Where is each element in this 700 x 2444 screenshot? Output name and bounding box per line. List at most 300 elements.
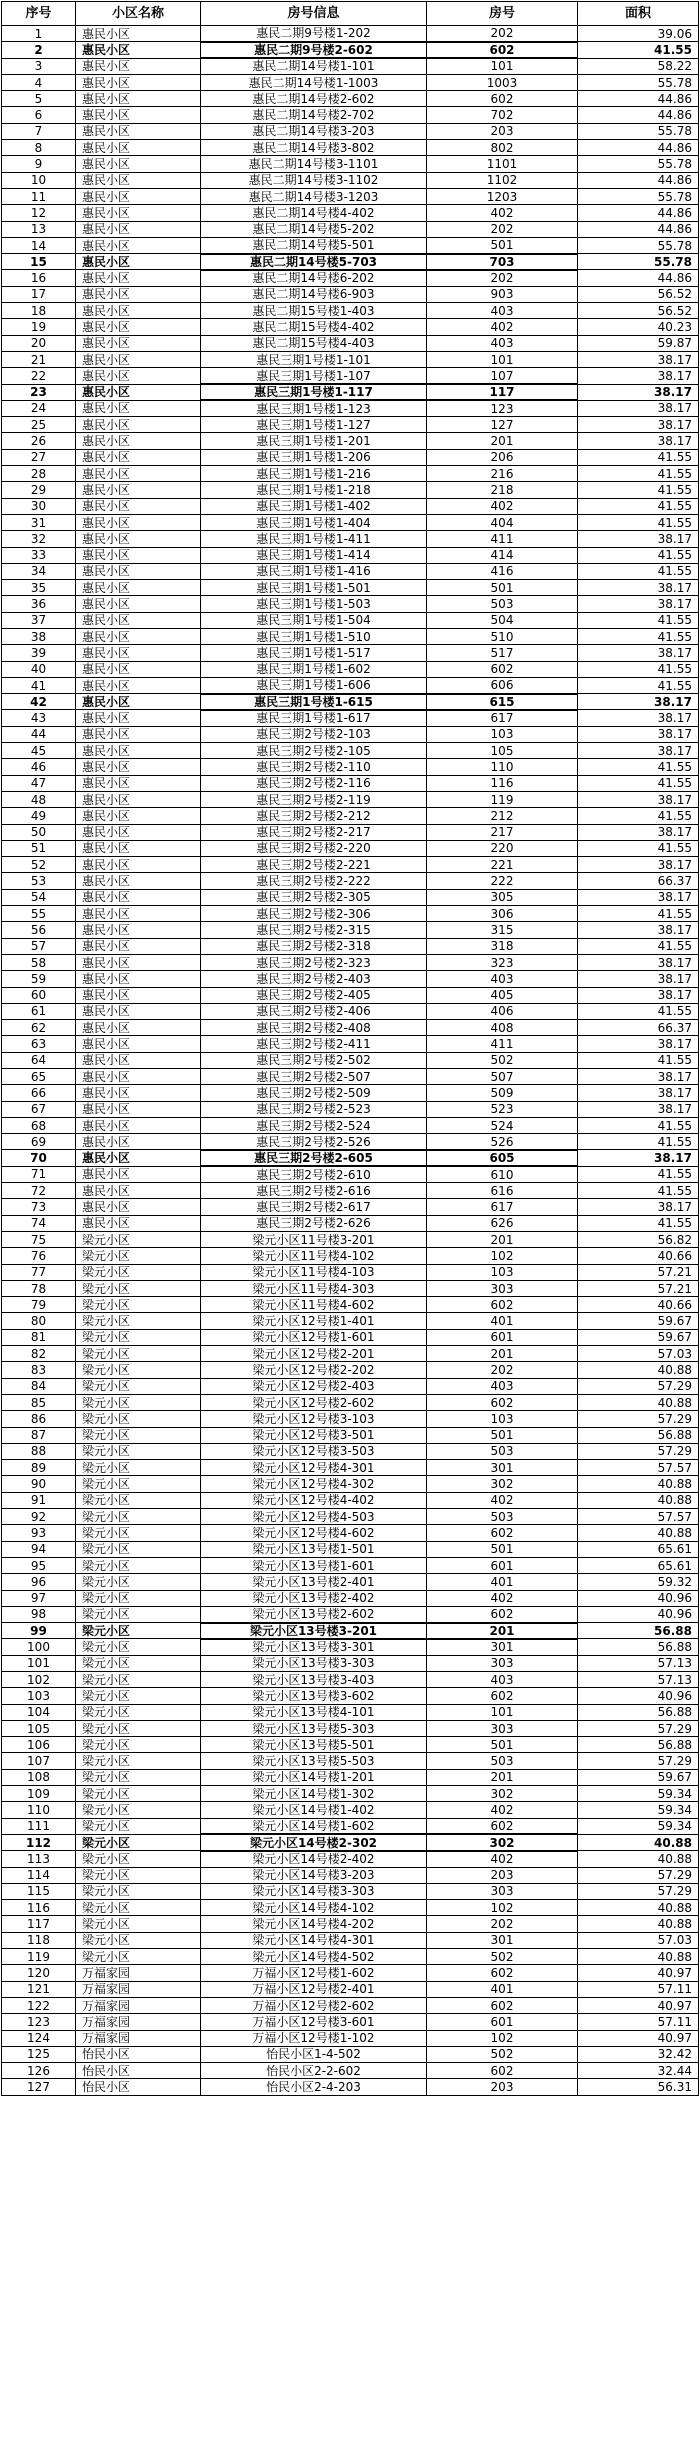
cell-room-info: 惠民三期2号楼2-119 [201,791,427,807]
table-row [2,1199,699,1215]
cell-index: 115 [2,1883,76,1899]
cell-community-name: 惠民小区 [76,889,201,905]
table-row [2,531,699,547]
cell-area: 59.67 [578,1769,699,1785]
cell-community-name: 惠民小区 [76,1052,201,1068]
cell-room-number: 507 [427,1069,578,1085]
cell-community-name: 惠民小区 [76,873,201,889]
cell-room-info: 梁元小区13号楼1-601 [201,1557,427,1573]
cell-room-info: 惠民三期1号楼1-218 [201,482,427,498]
cell-index: 99 [2,1623,76,1639]
cell-room-info: 惠民三期2号楼2-403 [201,971,427,987]
cell-community-name: 惠民小区 [76,1101,201,1117]
table-row [2,319,699,335]
cell-community-name: 惠民小区 [76,270,201,286]
cell-room-number: 302 [427,1786,578,1802]
table-row [2,172,699,188]
cell-room-number: 218 [427,482,578,498]
table-row [2,1639,699,1655]
table-row [2,1818,699,1834]
cell-index: 92 [2,1509,76,1525]
cell-room-number: 201 [427,1623,578,1639]
cell-index: 126 [2,2063,76,2079]
cell-room-info: 惠民三期2号楼2-221 [201,857,427,873]
cell-room-number: 606 [427,677,578,693]
cell-room-info: 惠民二期9号楼1-202 [201,26,427,42]
cell-area: 57.57 [578,1509,699,1525]
cell-room-number: 411 [427,531,578,547]
cell-room-info: 惠民二期14号楼1-1003 [201,74,427,90]
cell-area: 40.66 [578,1297,699,1313]
table-row [2,1900,699,1916]
cell-index: 39 [2,645,76,661]
cell-index: 4 [2,74,76,90]
cell-index: 58 [2,954,76,970]
cell-index: 113 [2,1851,76,1867]
cell-room-number: 123 [427,400,578,416]
cell-area: 38.17 [578,1150,699,1166]
cell-area: 41.55 [578,514,699,530]
cell-area: 38.17 [578,824,699,840]
table-row [2,661,699,677]
cell-area: 57.29 [578,1720,699,1736]
cell-room-info: 惠民三期1号楼1-602 [201,661,427,677]
cell-area: 38.17 [578,743,699,759]
table-row [2,596,699,612]
cell-room-info: 惠民二期14号楼3-1203 [201,188,427,204]
cell-room-number: 602 [427,1606,578,1622]
table-row [2,1003,699,1019]
cell-area: 38.17 [578,400,699,416]
cell-index: 117 [2,1916,76,1932]
cell-community-name: 惠民小区 [76,514,201,530]
cell-room-info: 梁元小区14号楼4-202 [201,1916,427,1932]
cell-index: 38 [2,628,76,644]
cell-index: 77 [2,1264,76,1280]
cell-room-info: 惠民三期2号楼2-406 [201,1003,427,1019]
cell-room-number: 201 [427,433,578,449]
cell-area: 57.29 [578,1883,699,1899]
cell-room-number: 203 [427,123,578,139]
table-row [2,1036,699,1052]
cell-index: 119 [2,1949,76,1965]
cell-index: 40 [2,661,76,677]
cell-index: 73 [2,1199,76,1215]
cell-room-number: 414 [427,547,578,563]
cell-room-info: 惠民二期14号楼6-202 [201,270,427,286]
cell-index: 23 [2,384,76,400]
cell-community-name: 惠民小区 [76,971,201,987]
cell-community-name: 惠民小区 [76,987,201,1003]
cell-community-name: 惠民小区 [76,123,201,139]
cell-room-number: 103 [427,1411,578,1427]
cell-room-number: 222 [427,873,578,889]
cell-room-info: 万福小区12号楼1-102 [201,2030,427,2046]
cell-community-name: 惠民小区 [76,58,201,74]
table-row [2,1965,699,1981]
cell-area: 41.55 [578,759,699,775]
cell-room-number: 501 [427,580,578,596]
cell-room-info: 梁元小区14号楼2-302 [201,1834,427,1850]
cell-area: 38.17 [578,580,699,596]
cell-community-name: 惠民小区 [76,319,201,335]
cell-room-number: 501 [427,1541,578,1557]
cell-index: 22 [2,368,76,384]
cell-index: 31 [2,514,76,530]
cell-room-info: 惠民三期1号楼1-517 [201,645,427,661]
cell-room-number: 602 [427,1688,578,1704]
cell-room-info: 惠民三期1号楼1-402 [201,498,427,514]
cell-area: 44.86 [578,205,699,221]
cell-room-info: 梁元小区14号楼3-203 [201,1867,427,1883]
table-row [2,42,699,58]
cell-room-number: 119 [427,791,578,807]
cell-community-name: 梁元小区 [76,1623,201,1639]
cell-room-info: 梁元小区11号楼4-303 [201,1280,427,1296]
cell-community-name: 惠民小区 [76,1150,201,1166]
cell-area: 44.86 [578,91,699,107]
cell-room-info: 惠民三期2号楼2-220 [201,840,427,856]
cell-room-info: 梁元小区14号楼4-301 [201,1932,427,1948]
cell-room-number: 217 [427,824,578,840]
cell-index: 55 [2,906,76,922]
cell-index: 10 [2,172,76,188]
cell-index: 28 [2,466,76,482]
cell-room-number: 303 [427,1280,578,1296]
table-row [2,840,699,856]
cell-community-name: 梁元小区 [76,1394,201,1410]
table-row [2,1134,699,1150]
cell-area: 38.17 [578,645,699,661]
cell-community-name: 惠民小区 [76,74,201,90]
cell-room-info: 惠民三期2号楼2-617 [201,1199,427,1215]
cell-room-info: 惠民二期15号楼1-403 [201,303,427,319]
cell-community-name: 梁元小区 [76,1248,201,1264]
table-row [2,26,699,42]
cell-community-name: 梁元小区 [76,1231,201,1247]
cell-community-name: 惠民小区 [76,498,201,514]
cell-room-number: 602 [427,2063,578,2079]
cell-room-info: 惠民三期1号楼1-414 [201,547,427,563]
cell-community-name: 惠民小区 [76,840,201,856]
cell-index: 105 [2,1720,76,1736]
cell-index: 11 [2,188,76,204]
cell-index: 6 [2,107,76,123]
table-row [2,1655,699,1671]
cell-community-name: 惠民小区 [76,759,201,775]
cell-community-name: 梁元小区 [76,1606,201,1622]
cell-room-number: 602 [427,1965,578,1981]
cell-community-name: 惠民小区 [76,906,201,922]
cell-room-number: 305 [427,889,578,905]
cell-community-name: 梁元小区 [76,1574,201,1590]
cell-index: 120 [2,1965,76,1981]
cell-room-info: 惠民三期2号楼2-110 [201,759,427,775]
cell-index: 64 [2,1052,76,1068]
cell-room-number: 201 [427,1346,578,1362]
cell-room-number: 402 [427,1590,578,1606]
cell-room-number: 404 [427,514,578,530]
table-row [2,140,699,156]
cell-room-number: 315 [427,922,578,938]
cell-room-number: 301 [427,1460,578,1476]
cell-area: 40.88 [578,1834,699,1850]
cell-room-info: 梁元小区12号楼4-302 [201,1476,427,1492]
cell-index: 51 [2,840,76,856]
cell-area: 32.42 [578,2046,699,2062]
cell-room-number: 103 [427,1264,578,1280]
cell-community-name: 梁元小区 [76,1476,201,1492]
cell-community-name: 梁元小区 [76,1509,201,1525]
cell-room-info: 惠民三期1号楼1-617 [201,710,427,726]
table-row [2,254,699,270]
cell-index: 5 [2,91,76,107]
cell-room-info: 惠民三期2号楼2-318 [201,938,427,954]
cell-area: 57.57 [578,1460,699,1476]
table-row [2,237,699,253]
cell-index: 29 [2,482,76,498]
cell-area: 40.97 [578,1997,699,2013]
cell-area: 40.96 [578,1688,699,1704]
cell-index: 93 [2,1525,76,1541]
table-row [2,677,699,693]
cell-community-name: 梁元小区 [76,1329,201,1345]
cell-area: 41.55 [578,466,699,482]
cell-room-info: 惠民三期2号楼2-217 [201,824,427,840]
cell-community-name: 惠民小区 [76,172,201,188]
cell-area: 41.55 [578,906,699,922]
cell-index: 121 [2,1981,76,1997]
table-body [2,26,699,2096]
cell-room-info: 梁元小区11号楼3-201 [201,1231,427,1247]
cell-room-info: 惠民三期2号楼2-605 [201,1150,427,1166]
cell-area: 41.55 [578,1117,699,1133]
cell-index: 103 [2,1688,76,1704]
cell-area: 41.55 [578,42,699,58]
cell-community-name: 梁元小区 [76,1378,201,1394]
cell-index: 123 [2,2014,76,2030]
cell-area: 57.11 [578,2014,699,2030]
cell-area: 38.17 [578,384,699,400]
cell-index: 56 [2,922,76,938]
cell-area: 38.17 [578,694,699,710]
cell-room-info: 惠民三期1号楼1-201 [201,433,427,449]
cell-room-number: 602 [427,1818,578,1834]
cell-index: 102 [2,1671,76,1687]
cell-community-name: 梁元小区 [76,1280,201,1296]
header-community-name: 小区名称 [76,2,201,26]
cell-room-number: 615 [427,694,578,710]
cell-community-name: 梁元小区 [76,1802,201,1818]
cell-community-name: 惠民小区 [76,938,201,954]
table-row [2,1248,699,1264]
cell-index: 90 [2,1476,76,1492]
table-row [2,1443,699,1459]
cell-index: 61 [2,1003,76,1019]
cell-community-name: 惠民小区 [76,547,201,563]
cell-community-name: 梁元小区 [76,1264,201,1280]
table-row [2,1052,699,1068]
cell-community-name: 惠民小区 [76,1069,201,1085]
cell-index: 16 [2,270,76,286]
cell-room-number: 103 [427,726,578,742]
cell-room-number: 102 [427,1900,578,1916]
cell-area: 38.17 [578,726,699,742]
cell-room-number: 503 [427,1443,578,1459]
cell-room-info: 梁元小区12号楼2-403 [201,1378,427,1394]
cell-area: 38.17 [578,987,699,1003]
cell-room-number: 201 [427,1769,578,1785]
cell-room-number: 402 [427,319,578,335]
cell-community-name: 怡民小区 [76,2063,201,2079]
table-row [2,1492,699,1508]
cell-room-info: 惠民二期14号楼5-703 [201,254,427,270]
cell-area: 44.86 [578,172,699,188]
cell-index: 67 [2,1101,76,1117]
cell-area: 40.88 [578,1851,699,1867]
cell-community-name: 万福家园 [76,1997,201,2013]
cell-room-info: 梁元小区13号楼5-303 [201,1720,427,1736]
cell-area: 56.88 [578,1639,699,1655]
cell-community-name: 梁元小区 [76,1411,201,1427]
cell-community-name: 惠民小区 [76,140,201,156]
table-row [2,1346,699,1362]
cell-area: 57.21 [578,1264,699,1280]
cell-community-name: 梁元小区 [76,1671,201,1687]
cell-community-name: 梁元小区 [76,1867,201,1883]
table-row [2,1329,699,1345]
cell-index: 24 [2,400,76,416]
cell-area: 41.55 [578,449,699,465]
cell-community-name: 惠民小区 [76,1117,201,1133]
cell-area: 55.78 [578,156,699,172]
cell-room-number: 401 [427,1981,578,1997]
cell-area: 57.29 [578,1753,699,1769]
cell-room-number: 416 [427,563,578,579]
cell-area: 55.78 [578,254,699,270]
cell-room-number: 405 [427,987,578,1003]
table-row [2,1150,699,1166]
cell-community-name: 惠民小区 [76,808,201,824]
table-row [2,368,699,384]
table-row [2,1590,699,1606]
cell-room-info: 惠民三期2号楼2-626 [201,1215,427,1231]
table-row [2,2079,699,2095]
cell-room-number: 306 [427,906,578,922]
cell-index: 127 [2,2079,76,2095]
cell-room-number: 501 [427,1737,578,1753]
cell-index: 8 [2,140,76,156]
cell-area: 41.55 [578,1134,699,1150]
cell-index: 43 [2,710,76,726]
cell-room-number: 303 [427,1883,578,1899]
cell-room-number: 403 [427,1378,578,1394]
cell-community-name: 惠民小区 [76,1134,201,1150]
table-row [2,1606,699,1622]
table-row [2,433,699,449]
cell-community-name: 梁元小区 [76,1916,201,1932]
cell-room-info: 惠民三期2号楼2-509 [201,1085,427,1101]
cell-room-info: 梁元小区14号楼1-602 [201,1818,427,1834]
cell-room-info: 梁元小区13号楼3-201 [201,1623,427,1639]
cell-room-number: 602 [427,1394,578,1410]
cell-area: 55.78 [578,123,699,139]
cell-room-info: 惠民三期1号楼1-501 [201,580,427,596]
cell-room-info: 惠民三期2号楼2-222 [201,873,427,889]
cell-room-number: 617 [427,1199,578,1215]
cell-room-number: 105 [427,743,578,759]
header-area: 面积 [578,2,699,26]
cell-room-number: 411 [427,1036,578,1052]
cell-index: 32 [2,531,76,547]
cell-index: 104 [2,1704,76,1720]
cell-area: 57.29 [578,1867,699,1883]
cell-area: 55.78 [578,74,699,90]
cell-room-number: 402 [427,205,578,221]
cell-area: 65.61 [578,1557,699,1573]
cell-room-info: 梁元小区12号楼4-402 [201,1492,427,1508]
cell-area: 41.55 [578,1215,699,1231]
cell-community-name: 惠民小区 [76,954,201,970]
cell-room-info: 梁元小区12号楼4-602 [201,1525,427,1541]
table-row [2,58,699,74]
cell-community-name: 梁元小区 [76,1737,201,1753]
cell-community-name: 梁元小区 [76,1704,201,1720]
cell-room-number: 1003 [427,74,578,90]
table-row [2,107,699,123]
cell-index: 81 [2,1329,76,1345]
cell-area: 57.13 [578,1655,699,1671]
table-row [2,1460,699,1476]
cell-community-name: 惠民小区 [76,857,201,873]
table-row [2,1231,699,1247]
cell-room-info: 梁元小区13号楼2-401 [201,1574,427,1590]
cell-room-number: 221 [427,857,578,873]
cell-community-name: 梁元小区 [76,1346,201,1362]
cell-community-name: 惠民小区 [76,351,201,367]
table-row [2,1671,699,1687]
cell-community-name: 惠民小区 [76,107,201,123]
cell-area: 57.03 [578,1932,699,1948]
cell-index: 89 [2,1460,76,1476]
cell-room-info: 梁元小区13号楼4-101 [201,1704,427,1720]
cell-community-name: 惠民小区 [76,645,201,661]
cell-room-info: 梁元小区12号楼1-601 [201,1329,427,1345]
cell-room-number: 403 [427,1671,578,1687]
table-row [2,1786,699,1802]
cell-index: 91 [2,1492,76,1508]
cell-area: 32.44 [578,2063,699,2079]
cell-index: 54 [2,889,76,905]
cell-area: 40.88 [578,1476,699,1492]
cell-room-number: 1101 [427,156,578,172]
cell-room-number: 602 [427,661,578,677]
cell-community-name: 惠民小区 [76,221,201,237]
cell-room-info: 惠民二期15号楼4-403 [201,335,427,351]
table-row [2,1525,699,1541]
cell-room-number: 203 [427,1867,578,1883]
cell-room-info: 惠民三期1号楼1-117 [201,384,427,400]
cell-area: 38.17 [578,791,699,807]
cell-room-number: 602 [427,1997,578,2013]
cell-area: 57.29 [578,1411,699,1427]
cell-community-name: 惠民小区 [76,335,201,351]
cell-index: 111 [2,1818,76,1834]
table-row [2,91,699,107]
cell-community-name: 惠民小区 [76,1085,201,1101]
cell-room-number: 202 [427,26,578,42]
cell-community-name: 惠民小区 [76,237,201,253]
